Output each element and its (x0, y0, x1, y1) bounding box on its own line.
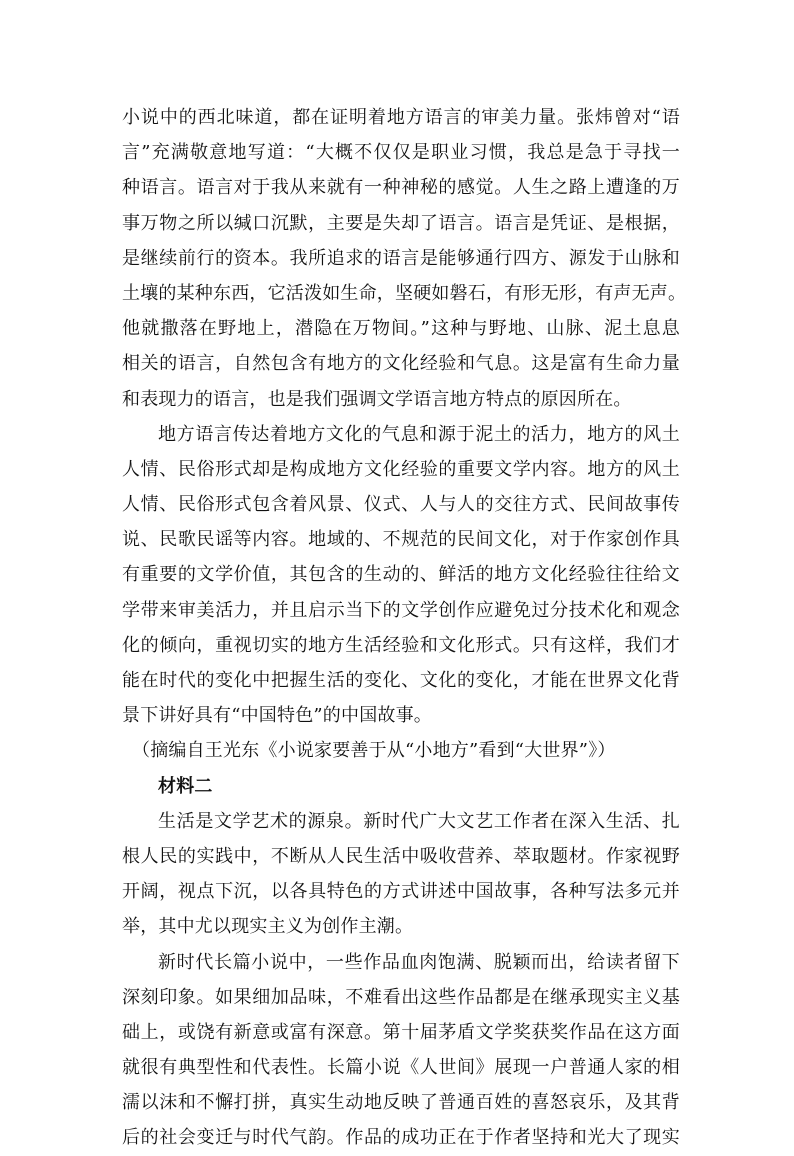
text-line: 人情、民俗形式却是构成地方文化经验的重要文学内容。地方的风土 (122, 458, 680, 480)
text-line: 事万物之所以缄口沉默，主要是失却了语言。语言是凭证、是根据， (122, 212, 680, 234)
text-line: 新时代长篇小说中，一些作品血肉饱满、脱颖而出，给读者留下 (158, 951, 680, 973)
paragraph-3 (122, 804, 680, 945)
text-line: 学带来审美活力，并且启示当下的文学创作应避免过分技术化和观念 (122, 599, 680, 621)
text-line: 种语言。语言对于我从来就有一种神秘的感觉。人生之路上遭逢的万 (122, 177, 680, 199)
text-line: 是继续前行的资本。我所追求的语言是能够通行四方、源发于山脉和 (122, 247, 680, 269)
material-2-heading: 材料二 (158, 775, 213, 797)
text-line: 地方语言传达着地方文化的气息和源于泥土的活力，地方的风土 (158, 423, 680, 445)
text-line: 化的倾向，重视切实的地方生活经验和文化形式。只有这样，我们才 (122, 634, 680, 656)
text-line: 说、民歌民谣等内容。地域的、不规范的民间文化，对于作家创作具 (122, 529, 680, 551)
text-line: 举，其中尤以现实主义为创作主潮。 (122, 916, 414, 938)
text-line: 相关的语言，自然包含有地方的文化经验和气息。这是富有生命力量 (122, 353, 680, 375)
text-line: 开阔，视点下沉，以各具特色的方式讲述中国故事，各种写法多元并 (122, 881, 680, 903)
text-line: 深刻印象。如果细加品味，不难看出这些作品都是在继承现实主义基 (122, 986, 680, 1008)
text-line: 小说中的西北味道，都在证明着地方语言的审美力量。张炜曾对“语 (122, 107, 680, 128)
text-line: 他就撒落在野地上，潜隐在万物间。”这种与野地、山脉、泥土息息 (122, 318, 680, 340)
citation: （摘编自王光东《小说家要善于从“小地方”看到“大世界”》） (132, 740, 616, 762)
text-line: 言”充满敬意地写道：“大概不仅仅是职业习惯，我总是急于寻找一 (122, 142, 680, 164)
paragraph-2 (122, 417, 680, 734)
text-line: 土壤的某种东西，它活泼如生命，坚硬如磐石，有形无形，有声无声。 (122, 282, 687, 304)
text-line: 根人民的实践中，不断从人民生活中吸收营养、萃取题材。作家视野 (122, 845, 680, 867)
text-line: 能在时代的变化中把握生活的变化、文化的变化，才能在世界文化背 (122, 670, 680, 691)
text-line: 础上，或饶有新意或富有深意。第十届茅盾文学奖获奖作品在这方面 (122, 1021, 680, 1043)
text-line: 就很有典型性和代表性。长篇小说《人世间》展现一户普通人家的相 (122, 1057, 680, 1079)
text-line: 和表现力的语言，也是我们强调文学语言地方特点的原因所在。 (122, 388, 632, 410)
text-line: 人情、民俗形式包含着风景、仪式、人与人的交往方式、民间故事传 (122, 494, 680, 516)
document-page (122, 100, 687, 1156)
paragraph-1 (122, 100, 687, 417)
text-line: 后的社会变迁与时代气韵。作品的成功正在于作者坚持和光大了现实 (122, 1127, 680, 1149)
text-line: 景下讲好具有“中国特色”的中国故事。 (122, 705, 433, 727)
text-line: 生活是文学艺术的源泉。新时代广大文艺工作者在深入生活、扎 (158, 810, 680, 832)
text-line: 濡以沫和不懈打拼，真实生动地反映了普通百姓的喜怒哀乐，及其背 (122, 1092, 680, 1114)
text-line: 有重要的文学价值，其包含的生动的、鲜活的地方文化经验往往给文 (122, 564, 680, 586)
paragraph-4 (122, 945, 680, 1156)
